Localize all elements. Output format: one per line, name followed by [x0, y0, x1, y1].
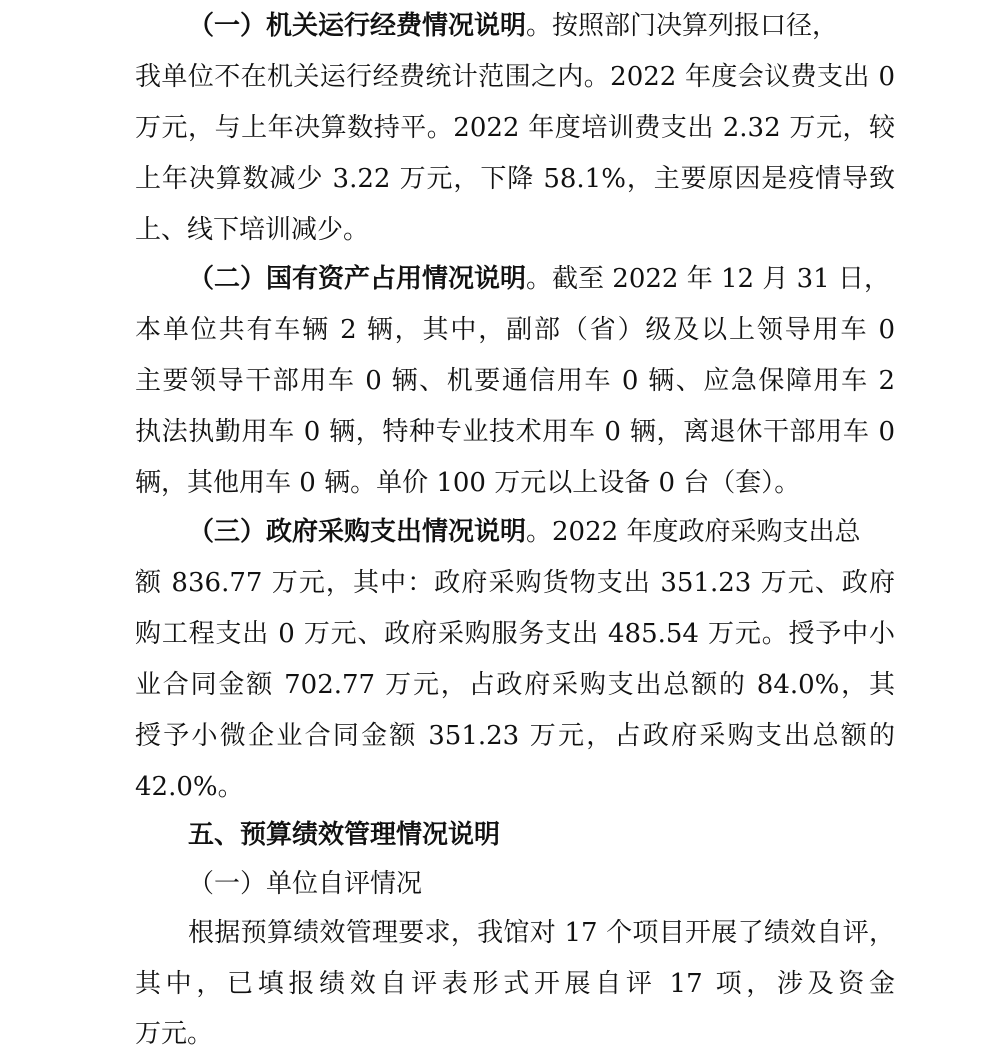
p1-line-5: 上、线下培训减少。	[135, 215, 370, 245]
p3-line-3: 购工程支出 0 万元、政府采购服务支出 485.54 万元。授予中小	[135, 619, 895, 649]
p2-line-4: 执法执勤用车 0 辆，特种专业技术用车 0 辆，离退休干部用车 0	[135, 417, 895, 447]
section-5-subtitle: （一）单位自评情况	[188, 869, 423, 899]
p3-line-6: 42.0%。	[135, 772, 244, 802]
p1-heading: （一）机关运行经费情况说明	[188, 11, 527, 41]
p2-heading: （二）国有资产占用情况说明	[188, 264, 527, 294]
p3-line-5: 授予小微企业合同金额 351.23 万元，占政府采购支出总额的	[135, 721, 895, 751]
p1-line-1	[188, 6, 948, 46]
section-5-title: 五、预算绩效管理情况说明	[188, 820, 501, 850]
p3-line-2: 额 836.77 万元，其中：政府采购货物支出 351.23 万元、政府	[135, 568, 895, 598]
p1-line-4: 上年决算数减少 3.22 万元，下降 58.1%，主要原因是疫情导致	[135, 164, 895, 194]
p1-line-1-rest: 。按照部门决算列报口径，	[526, 11, 839, 41]
p3-heading: （三）政府采购支出情况说明	[188, 517, 527, 547]
p1-line-3: 万元，与上年决算数持平。2022 年度培训费支出 2.32 万元，较	[135, 113, 895, 143]
p3-line-4: 业合同金额 702.77 万元，占政府采购支出总额的 84.0%，其	[135, 670, 895, 700]
section-5-line-2: 其中，已填报绩效自评表形式开展自评 17 项，涉及资金	[135, 969, 895, 999]
p2-line-1	[188, 259, 948, 299]
p3-line-1	[188, 512, 948, 552]
section-5-line-3: 万元。	[135, 1019, 214, 1049]
p2-line-1-rest: 。截至 2022 年 12 月 31 日，	[526, 264, 890, 294]
section-5-line-1: 根据预算绩效管理要求，我馆对 17 个项目开展了绩效自评，	[188, 918, 895, 948]
p2-line-5: 辆，其他用车 0 辆。单价 100 万元以上设备 0 台（套）。	[135, 468, 801, 498]
p3-line-1-rest: 。2022 年度政府采购支出总	[526, 517, 861, 547]
p2-line-2: 本单位共有车辆 2 辆，其中，副部（省）级及以上领导用车 0	[135, 315, 895, 345]
p2-line-3: 主要领导干部用车 0 辆、机要通信用车 0 辆、应急保障用车 2	[135, 366, 895, 396]
p1-line-2: 我单位不在机关运行经费统计范围之内。2022 年度会议费支出 0	[135, 62, 895, 92]
